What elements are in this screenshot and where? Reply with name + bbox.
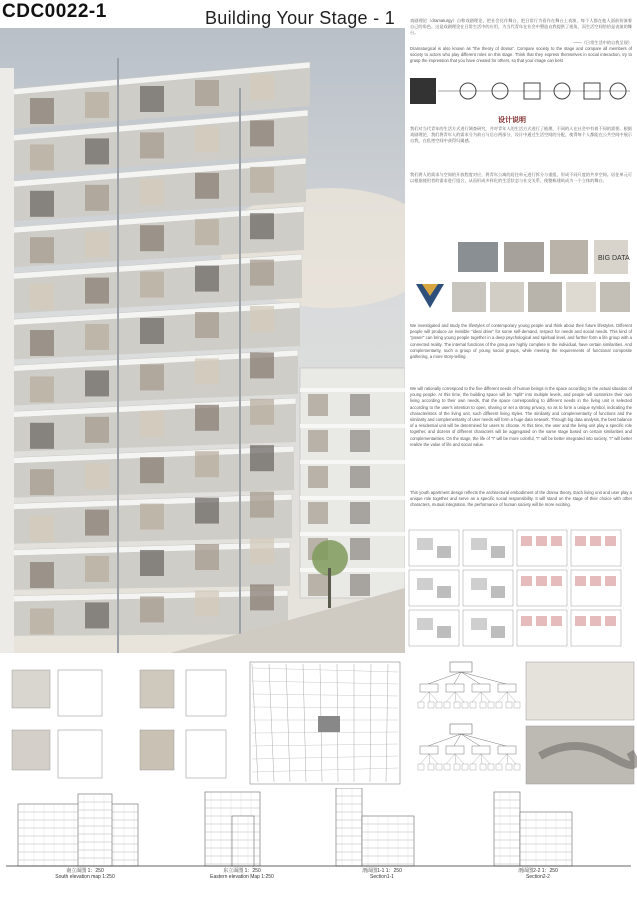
section-2-caption: 剖面图2-2 1：250 Section2-2 [518,868,558,880]
intro-chinese: 戏剧理论（dramaturgy）自称戏剧理论，把社会比作舞台，把日常行为看作在舞台上表演，每个人都在他人面前扮演着自己的角色。这是戏剧理论在日常生活中的应用，为当代青年在社会中塑造自我提供了视角，而生活空间恰恰是表演的舞台。 [410,18,632,36]
unit-axonometric-4 [140,730,226,778]
apartment-tree-diagram [418,724,520,770]
design-text-en-2: We will rationally correspond to the five different needs of human beings in the space according to the actual situation of young people. At this time, the building space will be "split" into multiple levels, and people will customize their own living according to their own needs, that the space corresponding to different needs in the living unit is selected according to the user's intention to open, sharing or set a strong privacy, so as to form a unique symbol, indicating the characteristics of the living unit, such different living styles. The similarity and complementarity of functions and the similarity and complementarity of user needs will form a huge data network. Through big data analysis, the best balance of a residential unit will be determined for users to choose. At this time, the user and the living unit play a specific role together, and dozens of different characters will be aggregated on the same stage based on certain similarities and complementarities. On the stage, the life of "I" will be more colorful, "I" will be better integrated into society, "I" will better realize the value of life and social value. [410,386,632,447]
design-text-en-1: We investigated and study the lifestyles of contemporary young people and think about their future lifestyles. Different people will produce an invisible "ideal drive" for some self-demand, respect for needs and social needs. This kind of "power" can bring young people together in a deep psychological and spiritual level, and further form a life group with a connected reality. The internal functions of the group are highly complete in the individual, have certain similarities. And complementarity, such a group of young social groups, while meeting the requirements of functional composite gathering, a more story-telling. [410,323,632,360]
design-text-en-3: This youth apartment design reflects the architectural embodiment of the drama theory. Each living unit and user play a unique role together and serve as a specific social responsibility. It will stand on the stage of their choice with other characters, mutual integration, the performance of human society will be more exciting. [410,490,632,508]
section-1-caption: 剖面图1-1 1：250 Section1-1 [362,868,402,880]
village-tree-diagram [418,662,520,708]
theory-diagram-row [408,72,634,110]
design-text-zh-1: 我们对当代青年的生活方式进行调查研究，并对青年人的生活方式进行了梳理，不同的人在社会中有着不同的需要。根据戏剧理论，我们将青年人的需求分为前台与后台两部分，设计中通过生活空间的分配，使得每个人都能在公共空间中展示自我，在私密空间中获得归属感。 [410,126,632,144]
intro-quote-reference: ——《日常生活中的自我呈现》 [573,40,632,45]
design-text-zh-2: 我们将人的需求与空间的开放程度对应，将青年公寓的居住单元进行拆分与重组，形成不同尺度的共享空间。居住单元可以根据使用者的需求进行组合，从而形成多样化的生活状态与社交关系，使整栋建筑成为一个立体的舞台。 [410,172,632,184]
reference-image-collage [408,238,634,318]
middle-diagram-band [0,656,637,786]
south-elevation-caption: 南立面图 1：250 South elevation map 1:250 [55,868,115,880]
unit-axonometric-3 [12,730,102,778]
building-cutaway-render [0,28,405,653]
poster-title: Building Your Stage - 1 [205,8,396,28]
east-elevation-caption: 东立面图 1：250 Eastern elevation Map 1:250 [210,868,274,880]
big-data-label: BIG DATA [598,255,630,262]
project-code: CDC0022-1 [2,1,107,22]
unit-axonometric-2 [140,670,226,716]
unit-axonometric-1 [12,670,102,716]
intro-english: Dramaturgical is also known as "the theory of drama". Compare society to the stage and compare all members of society to actors who play different roles on this stage. Think that they express themselves in social interaction, try to grasp the impression that you have created for others, so that your image can best [410,46,632,64]
design-heading: 设计说明 [498,117,526,124]
elevations-sections-band [0,788,637,868]
plan-analysis-grid [405,528,637,652]
